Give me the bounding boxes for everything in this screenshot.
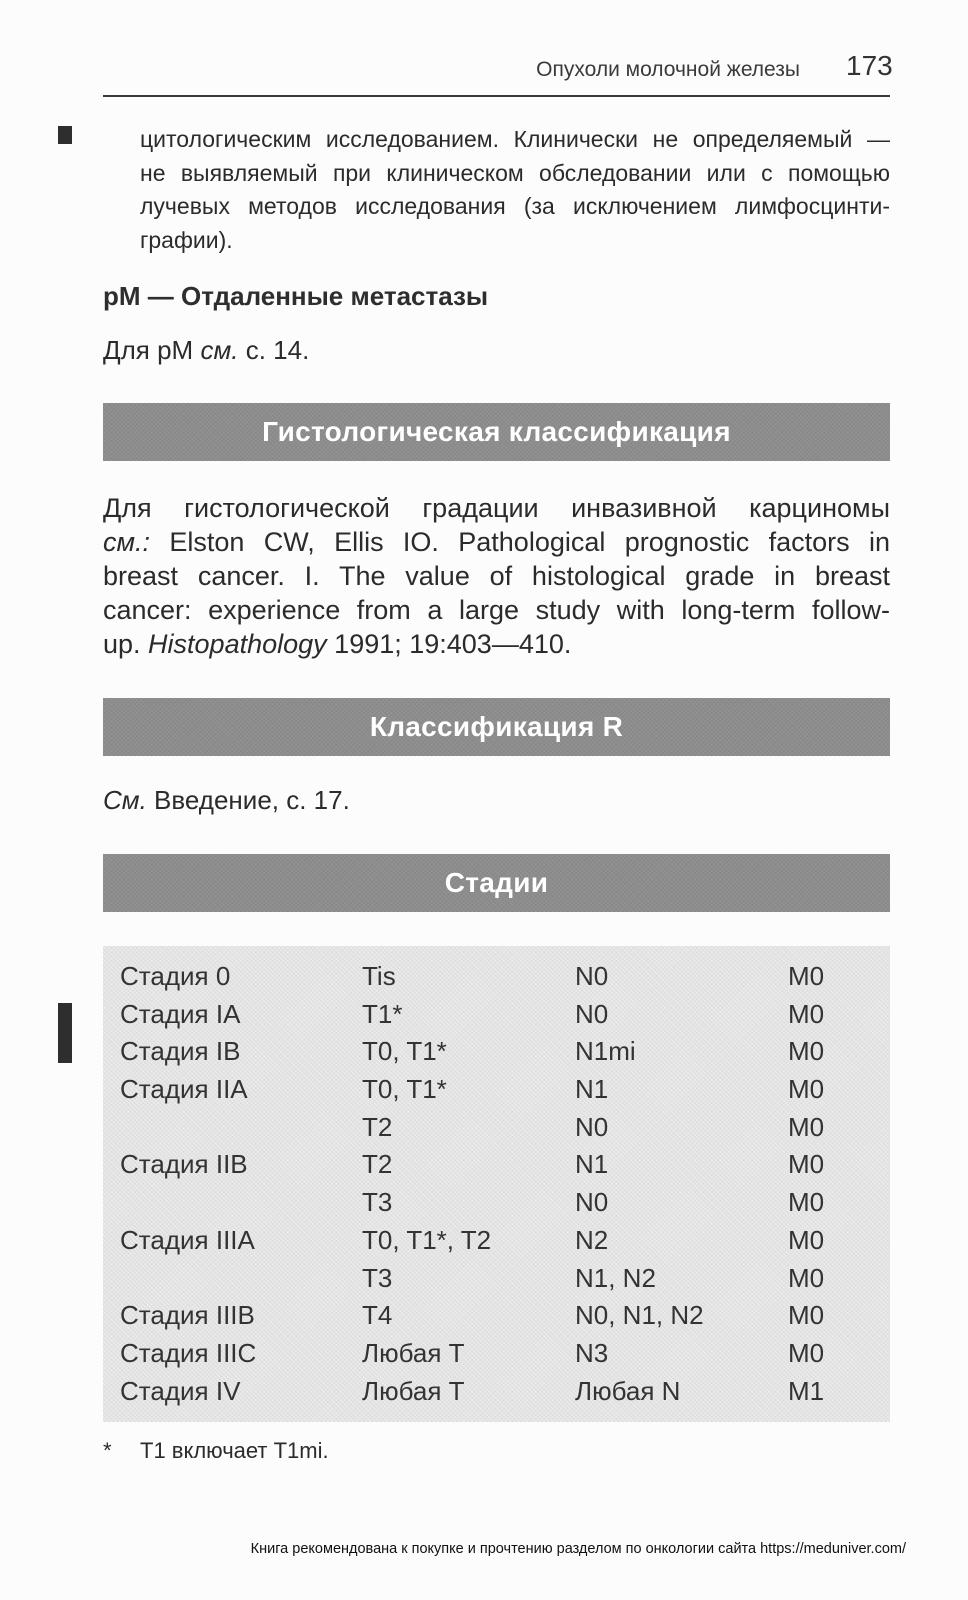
- italic-text: см.:: [103, 527, 151, 557]
- stage-cell: [120, 1260, 362, 1298]
- n-cell: N0: [575, 1111, 609, 1142]
- text-segment: Elston CW, Ellis IO. Pathological prognostic factors in: [150, 527, 890, 557]
- r-reference-italic: См.: [103, 785, 147, 815]
- n-cell: N0, N1, N2: [575, 1300, 704, 1331]
- table-row: [120, 1033, 890, 1071]
- table-row: [120, 1109, 890, 1147]
- pm-reference-italic: см.: [200, 335, 239, 365]
- n-cell: N1: [575, 1149, 609, 1180]
- t-cell: T0, T1*: [362, 1074, 447, 1105]
- table-row: [120, 1260, 890, 1298]
- n-cell: N1mi: [575, 1036, 636, 1067]
- t-cell: T2: [362, 1149, 393, 1180]
- m-cell: M0: [788, 1224, 825, 1255]
- footnote-mark: *: [103, 1438, 112, 1463]
- stage-cell: Стадия IB: [120, 1036, 241, 1067]
- m-cell: M0: [788, 998, 825, 1029]
- text-line: цитологическим исследованием. Клинически не определяемый —: [140, 126, 890, 152]
- section-band-stages: Стадии: [103, 854, 890, 912]
- t-cell: T3: [362, 1262, 393, 1293]
- t-cell: T0, T1*, T2: [362, 1224, 492, 1255]
- stage-cell: Стадия IV: [120, 1375, 241, 1406]
- text-line: лучевых методов исследования (за исключением лимфосцинти-: [140, 193, 890, 220]
- running-title: Опухоли молочной железы: [536, 58, 800, 81]
- margin-marker: [58, 126, 72, 144]
- table-row: [120, 1071, 890, 1109]
- journal-title: Histopathology: [148, 629, 327, 659]
- stage-cell: Стадия IIB: [120, 1149, 248, 1180]
- n-cell: Любая N: [575, 1375, 681, 1406]
- stage-cell: Стадия 0: [120, 961, 231, 991]
- stage-table: [103, 946, 890, 1422]
- table-row: [120, 1184, 890, 1222]
- text-line: не выявляемый при клиническом обследовании или с помощью: [140, 159, 890, 186]
- table-row: [120, 958, 890, 996]
- page-number: 173: [846, 50, 893, 81]
- n-cell: N0: [575, 961, 609, 991]
- t-cell: Любая T: [362, 1337, 465, 1368]
- m-cell: M0: [788, 1074, 825, 1105]
- section-band-histology: Гистологическая классификация: [103, 403, 890, 461]
- n-cell: N1: [575, 1074, 609, 1105]
- stage-cell: Стадия IIIB: [120, 1300, 255, 1331]
- t-cell: T1*: [362, 998, 403, 1029]
- section-heading-pm: pM — Отдаленные метастазы: [103, 281, 489, 311]
- table-row: [120, 996, 890, 1034]
- stage-cell: [120, 1184, 362, 1222]
- table-row: [120, 1373, 890, 1411]
- m-cell: M0: [788, 1187, 825, 1218]
- margin-marker: [58, 1003, 72, 1063]
- pm-reference: [103, 335, 309, 366]
- text-segment: up.: [103, 629, 149, 659]
- pm-reference-pre: Для pM: [103, 335, 201, 365]
- text-line: cancer: experience from a large study with long-term follow-: [103, 595, 890, 625]
- header-rule: [103, 95, 890, 97]
- r-reference: [103, 785, 350, 816]
- t-cell: Tis: [362, 961, 396, 991]
- m-cell: M0: [788, 1149, 825, 1180]
- r-reference-post: Введение, с. 17.: [146, 785, 350, 815]
- table-row: [120, 1335, 890, 1373]
- t-cell: Любая T: [362, 1375, 465, 1406]
- m-cell: M1: [788, 1375, 825, 1406]
- text-line: Для гистологической градации инвазивной карциномы: [103, 493, 890, 523]
- text-line: графии).: [140, 227, 233, 254]
- n-cell: N1, N2: [575, 1262, 656, 1293]
- m-cell: M0: [788, 1300, 825, 1331]
- t-cell: T0, T1*: [362, 1036, 447, 1067]
- n-cell: N2: [575, 1224, 609, 1255]
- t-cell: T2: [362, 1111, 393, 1142]
- n-cell: N3: [575, 1337, 609, 1368]
- stage-cell: Стадия IIIA: [120, 1224, 255, 1255]
- stage-cell: Стадия IIA: [120, 1074, 248, 1105]
- continuation-paragraph: [140, 123, 890, 258]
- footer-note: Книга рекомендована к покупке и прочтению разделом по онкологии сайта https://meduniver.com/: [250, 1541, 906, 1557]
- text-line: [103, 627, 890, 661]
- table-row: [120, 1222, 890, 1260]
- pm-reference-post: с. 14.: [238, 335, 310, 365]
- n-cell: N0: [575, 1187, 609, 1218]
- text-line: breast cancer. I. The value of histological grade in breast: [103, 561, 890, 591]
- footnote-text: T1 включает T1mi.: [140, 1438, 329, 1463]
- text-segment: 1991; 19:403—410.: [326, 629, 572, 659]
- t-cell: T3: [362, 1187, 393, 1218]
- m-cell: M0: [788, 1262, 825, 1293]
- histology-paragraph: [103, 491, 890, 661]
- table-row: [120, 1297, 890, 1335]
- m-cell: M0: [788, 1337, 825, 1368]
- stage-cell: Стадия IA: [120, 998, 241, 1029]
- m-cell: M0: [788, 1111, 825, 1142]
- m-cell: M0: [788, 1036, 825, 1067]
- stage-cell: Стадия IIIC: [120, 1337, 257, 1368]
- section-band-r-classification: Классификация R: [103, 698, 890, 756]
- t-cell: T4: [362, 1300, 393, 1331]
- table-row: [120, 1146, 890, 1184]
- n-cell: N0: [575, 998, 609, 1029]
- stage-cell: [120, 1109, 362, 1147]
- text-line: [103, 525, 890, 559]
- m-cell: M0: [788, 961, 825, 991]
